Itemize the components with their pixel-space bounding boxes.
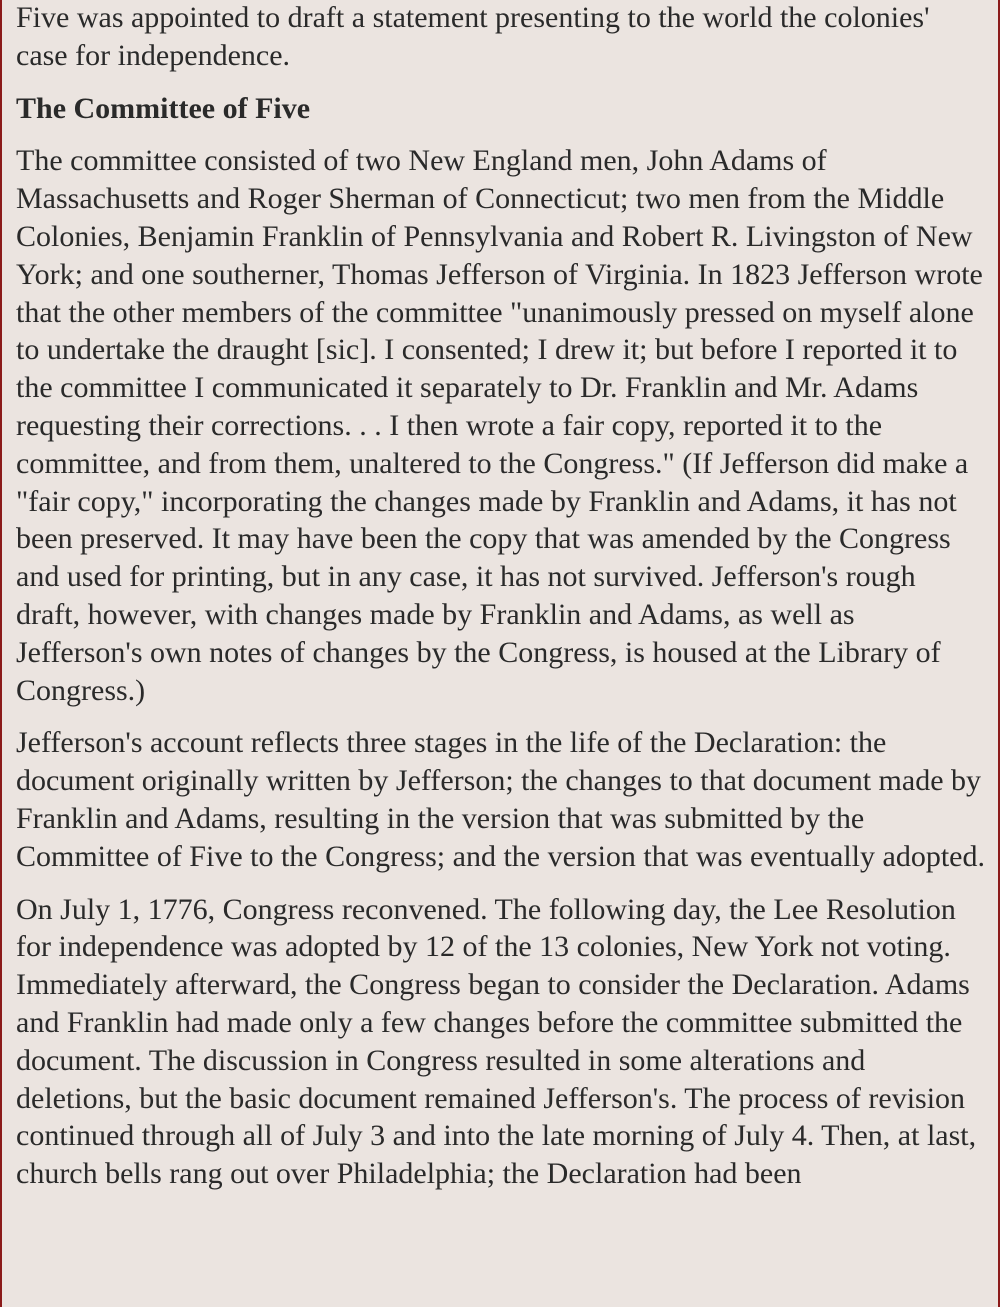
july-paragraph: On July 1, 1776, Congress reconvened. The following day, the Lee Resolution for independence was adopted by 12 of the 13 colonies, New York not voting. Immediately afterward, the Congress began to consider the Declaration. Adams and Franklin had made only a few changes before the committee submitted the document. The discussion in Congress resulted in some alterations and deletions, but the basic document remained Jefferson's. The process of revision continued through all of July 3 and into the late morning of July 4. Then, at last, church bells rang out over Philadelphia; the Declaration had been — [16, 892, 977, 1191]
stages-paragraph: Jefferson's account reflects three stages in the life of the Declaration: the document originally written by Jefferson; the changes to that document made by Franklin and Adams, resulting in the version that was submitted by the Committee of Five to the Congress; and the version that was eventually adopted. — [16, 726, 985, 873]
committee-paragraph: The committee consisted of two New England men, John Adams of Massachusetts and Roger Sherman of Connecticut; two men from the Middle Colonies, Benjamin Franklin of Pennsylvania and Robert R. Livingston of New York; and one southerner, Thomas Jefferson of Virginia. In 1823 Jefferson wrote that the other members of the committee "unanimously pressed on myself alone to undertake the draught [sic]. I consented; I drew it; but before I reported it to the committee I communicated it separately to Dr. Franklin and Mr. Adams requesting their corrections. . . I then wrote a fair copy, reported it to the committee, and from them, unaltered to the Congress." (If Jefferson did make a "fair copy," incorporating the changes made by Franklin and Adams, it has not been preserved. It may have been the copy that was amended by the Congress and used for printing, but in any case, it has not survived. Jefferson's rough draft, however, with changes made by Franklin and Adams, as well as Jefferson's own notes of changes by the Congress, is housed at the Library of Congress.) — [16, 144, 983, 707]
intro-paragraph: Five was appointed to draft a statement presenting to the world the colonies' case for independence. — [16, 1, 930, 72]
article-body — [16, 0, 986, 1193]
section-heading: The Committee of Five — [16, 91, 311, 125]
